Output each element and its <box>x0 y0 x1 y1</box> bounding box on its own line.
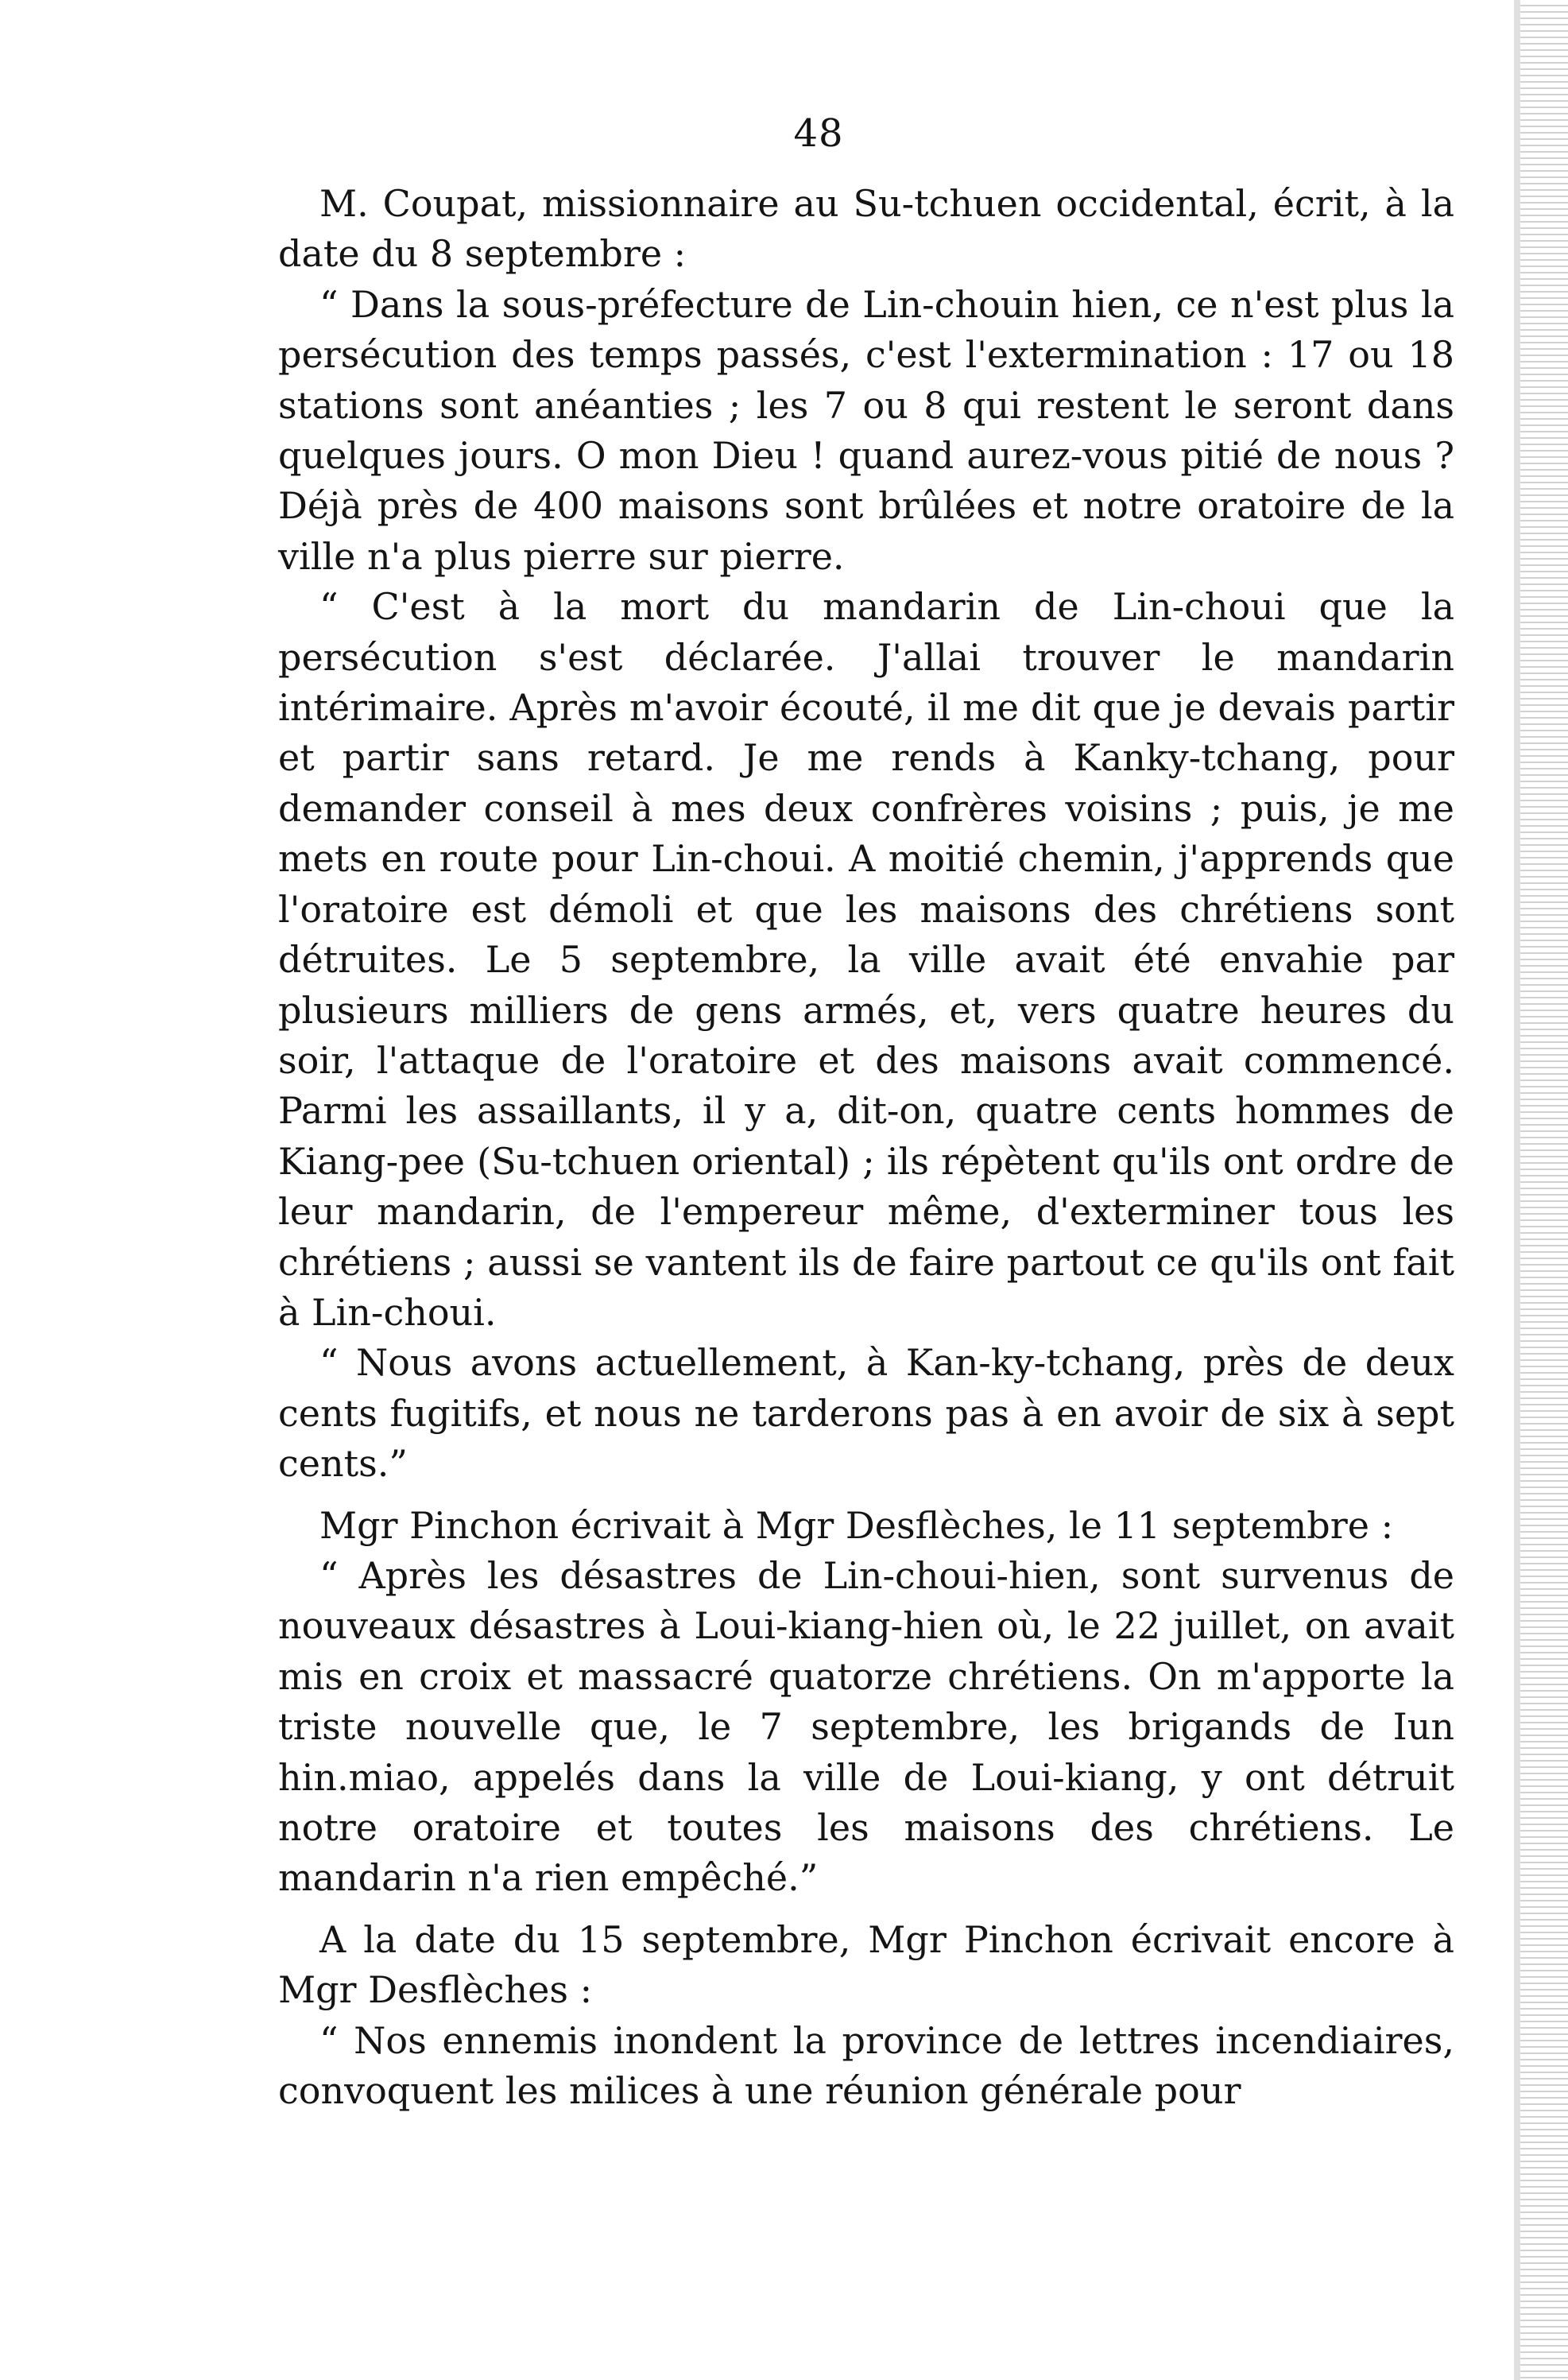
paragraph-quote-loui-kiang: “ Après les désastres de Lin-choui-hien, sont survenus de nouveaux désastres à Loui-kiang-hien où, le 22 juillet, on avait mis en croix et massacré quatorze chrétiens. On m'apporte la triste nouvelle que, le 7 septembre, les brigands de Iun hin.miao, appelés dans la ville de Loui-kiang, y ont détruit notre oratoire et toutes les maisons des chrétiens. Le mandarin n'a rien empêché.” <box>278 1553 1454 1900</box>
page-number: 48 <box>793 111 844 156</box>
paragraph-quote-fugitifs: “ Nous avons actuellement, à Kan-ky-tchang, près de deux cents fugitifs, et nous ne tarderons pas à en avoir de six à sept cents.” <box>278 1341 1454 1486</box>
paragraph-quote-lin-chouin: “ Dans la sous-préfecture de Lin-chouin hien, ce n'est plus la persécution des temps passés, c'est l'extermination : 17 ou 18 stations sont anéanties ; les 7 ou 8 qui restent le seront dans quelques jours. O mon Dieu ! quand aurez-vous pitié de nous ? Déjà près de 400 maisons sont brûlées et notre oratoire de la ville n'a plus pierre sur pierre. <box>278 282 1454 578</box>
paragraph-coupat-intro: M. Coupat, missionnaire au Su-tchuen occidental, écrit, à la date du 8 septembre : <box>278 182 1454 276</box>
scan-edge-texture <box>1520 0 1568 2380</box>
scan-edge-shadow <box>1514 0 1520 2380</box>
paragraph-pinchon-11-sept: Mgr Pinchon écrivait à Mgr Desflèches, le 11 septembre : <box>319 1503 1394 1547</box>
paragraph-quote-mandarin: “ C'est à la mort du mandarin de Lin-choui que la persécution s'est déclarée. J'allai trouver le mandarin intérimaire. Après m'avoir écouté, il me dit que je devais partir et partir sans retard. Je me rends à Kanky-tchang, pour demander conseil à mes deux confrères voisins ; puis, je me mets en route pour Lin-choui. A moitié chemin, j'apprends que l'oratoire est démoli et que les maisons des chrétiens sont détruites. Le 5 septembre, la ville avait été envahie par plusieurs milliers de gens armés, et, vers quatre heures du soir, l'attaque de l'oratoire et des maisons avait commencé. Parmi les assaillants, il y a, dit-on, quatre cents hommes de Kiang-pee (Su-tchuen oriental) ; ils répètent qu'ils ont ordre de leur mandarin, de l'empereur même, d'exterminer tous les chrétiens ; aussi se vantent ils de faire partout ce qu'ils ont fait à Lin-choui. <box>278 585 1454 1334</box>
paragraph-quote-ennemis: “ Nos ennemis inondent la province de lettres incendiaires, convoquent les milices à une réunion générale pour <box>278 2018 1454 2113</box>
paragraph-pinchon-15-sept: A la date du 15 septembre, Mgr Pinchon écrivait encore à Mgr Desflèches : <box>278 1917 1454 2012</box>
body-text <box>278 179 1454 2116</box>
